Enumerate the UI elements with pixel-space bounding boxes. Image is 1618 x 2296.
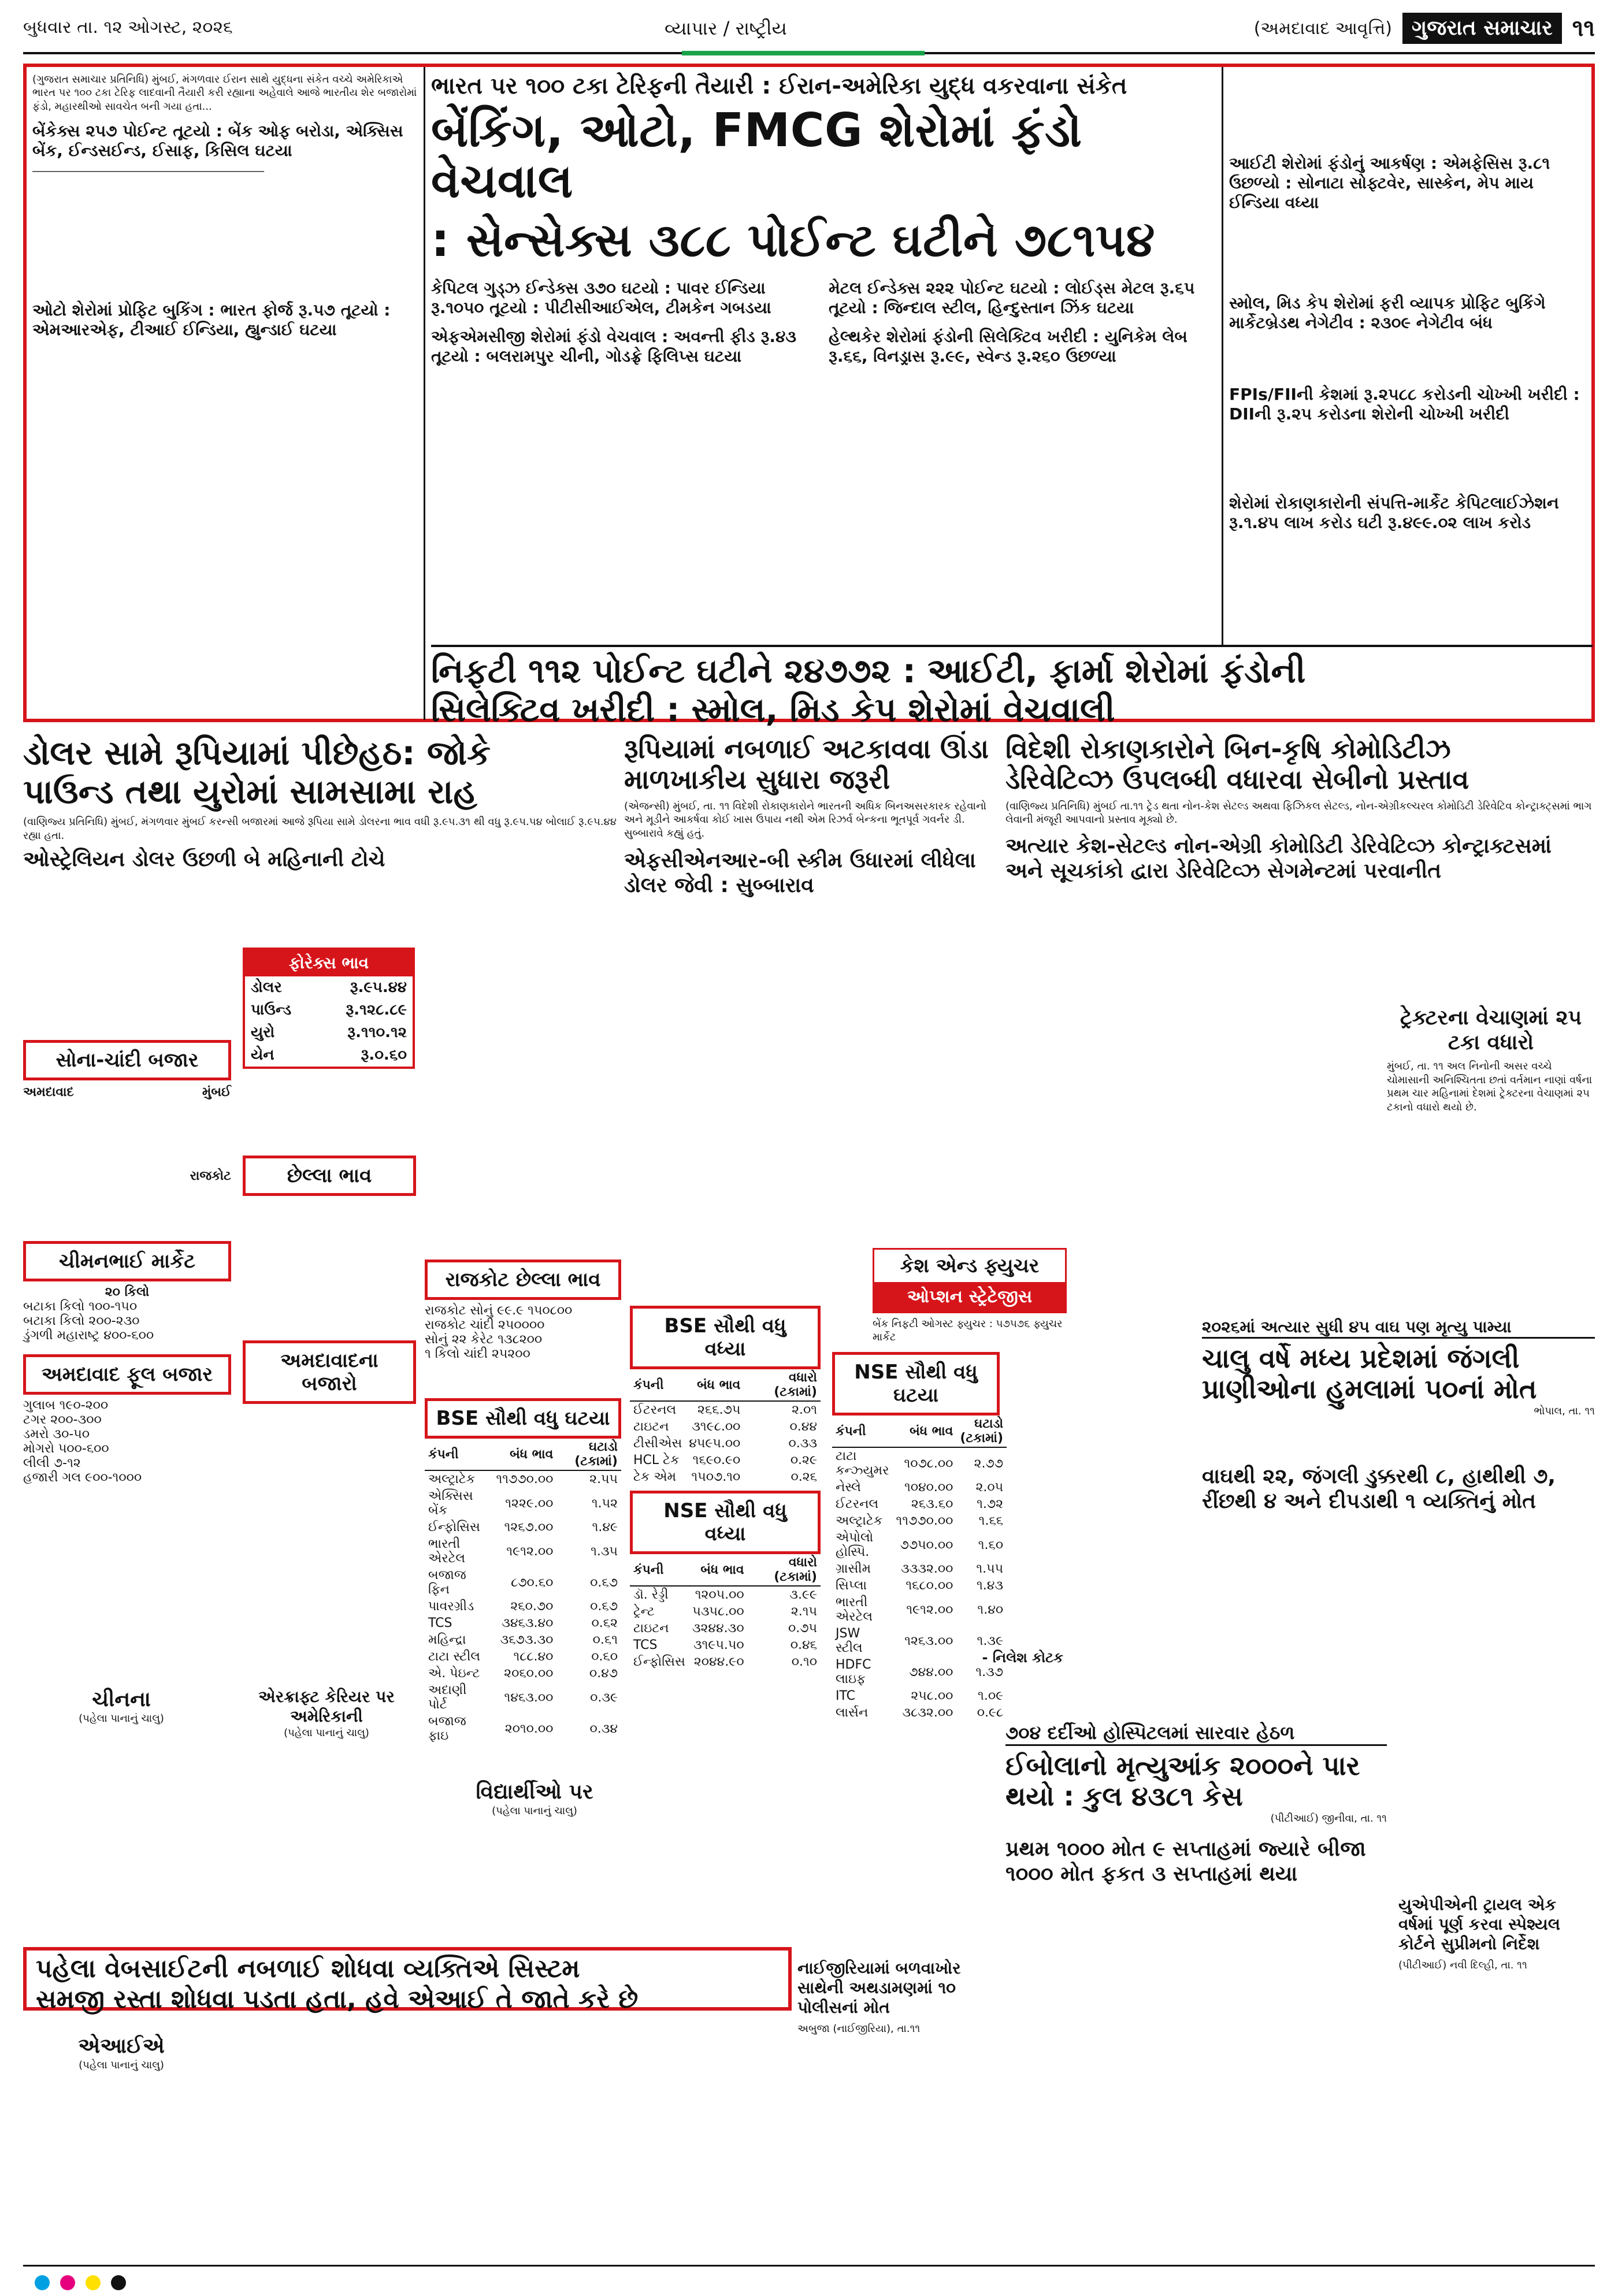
table-row [425,1488,621,1519]
table-row [245,1044,413,1067]
table-cell: ૨૦૬૦.૦૦ [504,1666,554,1681]
table-cell: ૧૨૦૫.૦૦ [695,1588,744,1602]
ai-title: એઆઈએ [78,2034,165,2058]
table-row [425,1632,621,1648]
mp-wildlife-sub: વાઘથી ૨૨, જંગલી ડુક્કરથી ૮, હાથીથી ૭, રીંછથી ૪ અને દીપડાથી ૧ વ્યક્તિનું મોત [1202,1465,1556,1514]
ai-headline-1: પહેલા વેબસાઈટની નબળાઈ શોધવા વ્યક્તિએ સિસ્ટમ [36,1954,580,1983]
table-cell: ટાઇટન [633,1621,669,1636]
table-cell: ૧.૫૨ [591,1496,618,1511]
table-cell: ઈન્ફોસિસ [428,1520,480,1535]
table-row [630,1418,821,1435]
column-header: બંધ ભાવ [493,1439,557,1470]
court-story [1398,1895,1595,1972]
table-header-row [832,1416,1007,1447]
table-cell: ૨.૭૭ [974,1456,1004,1471]
table-cell: ૨.૧૫ [791,1604,817,1619]
forex-rate: રૂ.૯૫.૪૪ [350,979,407,996]
city-ahmedabad: અમદાવાદ [23,1085,74,1099]
lead-sub-healthcare: હેલ્થકેર શેરોમાં ફંડોની સિલેક્ટિવ ખરીદી : યુનિકેમ લેબ રૂ.૬૬, વિનડ્રાસ રૂ.૯૯, સ્વેન્ડ રૂ.૨૬૦ ઉછળ્યા [829,327,1187,366]
table-cell: ૦.૩૪ [589,1721,618,1736]
column-header: કંપની [630,1554,689,1586]
table-cell: ૧૦૭૮.૦૦ [904,1456,953,1471]
court-dateline: (પીટીઆઈ) નવી દિલ્હી, તા. ૧૧ [1398,1959,1527,1971]
nse-gainers-title: NSE સૌથી વધુ વધ્યા [630,1491,821,1554]
footer-rule [23,2265,1595,2267]
flower-list [23,1398,231,1485]
china-title: ચીનના [92,1688,151,1711]
table-cell: ૧૬૮૦.૦૦ [906,1578,953,1593]
students-continuation [439,1779,630,1818]
list-item: ડુંગળી મહારાષ્ટ્ર ૪૦૦-૬૦૦ [23,1328,154,1343]
table-cell: ૧.૪૩ [977,1578,1004,1593]
lead-intro: (ગુજરાત સમાચાર પ્રતિનિધિ) મુંબઈ, મંગળવાર ઈરાન સાથે યુદ્ધના સંકેત વચ્ચે અમેરિકાએ ભારત પર ૧૦૦ ટકા ટેરિફ લાદવાની તૈયારી કરી રહ્યાના અહેવાલે આજે ભારતીય શેર બજારોમાં ફંડો, મહારથીઓ સાવચેત બની ગયા હતા... [32,73,417,113]
table-cell: ૧૪૬૩.૦૦ [504,1690,554,1705]
chimanbhai-title: ચીમનભાઈ માર્કેટ [23,1241,231,1281]
table-cell: ૦.૬૧ [592,1633,618,1647]
table-cell: ૧૯૧૨.૦૦ [506,1544,554,1559]
bse-losers-title: BSE સૌથી વધુ ઘટયા [425,1398,621,1439]
chimanbhai-list [23,1285,231,1343]
ahmedabad-flower-title: અમદાવાદ ફૂલ બજાર [23,1354,231,1395]
table-row [832,1479,1007,1496]
column-header: ઘટાડો (ટકામાં) [556,1439,621,1470]
china-continuation [23,1687,220,1726]
table-cell: ૧.૦૯ [978,1689,1004,1703]
table-cell: ગ્રાસીમ [836,1562,871,1576]
table-cell: લાર્સન [836,1706,869,1720]
column-header: બંધ ભાવ [892,1416,956,1447]
brand-logo: ગુજરાત સમાચાર [1402,13,1562,44]
table-cell: ૮૭૦.૬૦ [511,1575,554,1590]
table-row [630,1603,821,1620]
table-cell: ૦.૭૫ [788,1621,817,1636]
table-row [630,1435,821,1452]
table-row [425,1598,621,1615]
table-cell: ૩૮૩૨.૦૦ [902,1706,953,1720]
table-cell: ૧.૭૨ [977,1497,1004,1511]
lead-bottom-headline [431,645,1593,729]
table-cell: TCS [428,1616,452,1630]
forex-rate: રૂ.૧૧૦.૧૨ [347,1024,407,1041]
forex-currency: પાઉન્ડ [251,1001,292,1019]
column-header: કંપની [832,1416,892,1447]
lead-sub-capital-goods: કેપિટલ ગુડ્ઝ ઈન્ડેક્સ ૩૭૦ ઘટયો : પાવર ઈન્ડિયા રૂ.૧૦૫૦ તૂટયો : પીટીસીઆઈએલ, ટીમકેન ગબડયા [431,278,771,317]
table-cell: સિપ્લા [836,1578,867,1593]
table-row [832,1513,1007,1529]
table-cell: ૭૪૪.૦૦ [909,1665,953,1680]
table-row [425,1536,621,1567]
list-item: ડમરો ૩૦-૫૦ [23,1427,90,1441]
bse-losers [425,1398,621,1744]
lead-kicker: ભારત પર ૧૦૦ ટકા ટેરિફની તૈયારી : ઈરાન-અમેરિકા યુદ્ધ વકરવાના સંકેત [431,73,1127,99]
nigeria-headline: નાઈજીરિયામાં બળવાખોર સાથેની અથડામણમાં ૧૦ પોલીસનાં મોત [797,1959,961,2017]
lead-right-column [1222,67,1591,645]
table-cell: ૩૧૯૮.૦૦ [692,1420,741,1434]
lead-sub-banks: બેંકેક્સ ૨૫૭ પોઈન્ટ તૂટયો : બેંક ઓફ બરોડા, એક્સિસ બેંક, ઈન્ડસઈન્ડ, ઈસાફ, કિસિલ ઘટયા [32,121,403,161]
tractor-headline: ટ્રેક્ટરના વેચાણમાં ૨૫ ટકા વધારો [1400,1006,1582,1055]
table-row [832,1577,1007,1594]
table-cell: એ. પેઇન્ટ [428,1666,480,1681]
table-cell: ૩૧૯૫.૫૦ [693,1638,744,1652]
column-header: કંપની [630,1369,685,1401]
issue-date: બુધવાર તા. ૧૨ ઓગસ્ટ, ૨૦૨૬ [23,17,233,38]
table-cell: ટેક એમ [633,1470,677,1484]
mp-wildlife-story [1202,1317,1595,1514]
table-cell: બજાજ ફાઇ [428,1714,466,1743]
table-cell: ૧૬૯૦.૯૦ [692,1453,741,1467]
list-item: રાજકોટ સોનું ૯૯.૯ ૧૫૦૮૦૦ [425,1303,573,1318]
table-cell: ટ્રેન્ટ [633,1604,655,1619]
rajkot-box [425,1260,621,1361]
lead-sub-mcap: શેરોમાં રોકાણકારોની સંપત્તિ-માર્કેટ કેપિટલાઈઝેશન રૂ.૧.૪૫ લાખ કરોડ ઘટી રૂ.૪૯૯.૦૨ લાખ કરોડ [1229,493,1559,532]
table-cell: નેસ્લે [836,1480,861,1495]
rupee-intro: (વાણિજ્ય પ્રતિનિધિ) મુંબઈ, મંગળવાર મુંબઈ કરન્સી બજારમાં આજે રૂપિયા સામે ડોલરના ભાવ વધી રૂ.૯૫.૩૧ થી વધુ રૂ.૯૫.૫૪ બોલાઈ રૂ.૯૫.૪૪ રહ્યા હતા. [23,816,617,842]
lead-sub-metal: મેટલ ઈન્ડેક્સ ૨૨૨ પોઈન્ટ ઘટયો : લોઈડ્સ મેટલ રૂ.૬૫ તૂટયો : જિન્દાલ સ્ટીલ, હિન્દુસ્તાન ઝિંક ઘટયા [829,278,1195,317]
forex-currency: ડોલર [251,979,282,996]
table-cell: ૦.૬૨ [591,1616,618,1630]
column-header: વધારો (ટકામાં) [748,1554,821,1586]
column-header: બંધ ભાવ [689,1554,748,1586]
lead-left-column [27,67,425,720]
table-cell: ૧.૪૦ [977,1602,1004,1617]
forex-rate: રૂ.૦.૬૦ [361,1046,407,1064]
table-cell: ૧.૩૭ [975,1665,1004,1680]
yellow-dot-icon [86,2275,101,2290]
list-item: ટગર ૨૦૦-૩૦૦ [23,1413,102,1427]
table-row [832,1594,1007,1625]
table-row [832,1688,1007,1704]
table-row [832,1561,1007,1577]
table-cell: અદાણી પોર્ટ [428,1683,467,1712]
table-row [425,1682,621,1713]
table-cell: ૨૦૧૦.૦૦ [504,1721,554,1736]
aircraft-title: એરક્રાફ્ટ કેરિયર પર અમેરિકાની [258,1687,395,1726]
commodity-headline-2: ડેરિવેટિવ્ઝ ઉપલબ્ધી વધારવા સેબીનો પ્રસ્તાવ [1005,763,1469,795]
lead-headline-2: : સેન્સેક્સ ૩૮૮ પોઈન્ટ ઘટીને ૭૮૧૫૪ [431,213,1155,267]
lead-bottom-headline-1: નિફટી ૧૧૨ પોઈન્ટ ઘટીને ૨૪૭૭૨ : આઈટી, ફાર્મા શેરોમાં ફંડોની [431,651,1306,690]
table-row [630,1401,821,1418]
lead-headline-1: બેંકિંગ, ઓટો, FMCG શેરોમાં ફંડો વેચવાલ [431,103,1082,208]
table-cell: ૨૬૬.૭૫ [697,1403,741,1417]
nigeria-story [797,1959,994,2035]
table-row [425,1567,621,1598]
table-cell: ૧૧૭૭૦.૦૦ [896,1514,953,1528]
section-rule [682,51,925,55]
forex-box [243,948,415,1069]
last-prices-title: છેલ્લા ભાવ [243,1156,416,1196]
list-item: ૨૦ કિલો [105,1285,150,1299]
table-cell: ૦.૪૭ [589,1666,618,1681]
table-cell: ૧.૫૫ [976,1562,1004,1576]
table-cell: HCL ટેક [633,1453,680,1467]
table-row [245,976,413,999]
nse-gainers [630,1491,821,1670]
tractor-body: મુંબઈ, તા. ૧૧ અલ નિનોની અસર વચ્ચે ચોમાસાની અનિશ્ચિતતા છતાં વર્તમાન નાણાં વર્ષના પ્રથમ ચાર મહિનામાં દેશમાં ટ્રેક્ટરના વેચાણમાં ૨૫ ટકાનો વધારો થયો છે. [1387,1060,1593,1113]
masthead-right [1254,13,1595,44]
table-cell: ૧૨૨૯.૦૦ [505,1496,554,1511]
table-cell: ૧૨૬૭.૦૦ [504,1520,554,1535]
edition-label: (અમદાવાદ આવૃત્તિ) [1253,18,1392,39]
column-header: કંપની [425,1439,493,1470]
ebola-story [1005,1722,1387,1887]
list-item: મોગરો ૫૦૦-૬૦૦ [23,1441,109,1456]
lead-center [431,73,1217,366]
table-cell: અલ્ટ્રાટેક [836,1514,883,1528]
table-cell: ૩.૯૯ [789,1588,817,1602]
table-cell: પાવરગ્રીડ [428,1599,474,1614]
table-row [245,999,413,1021]
commodity-sub: અત્યાર કેશ-સેટલ્ડ નોન-એગ્રી કોમોડિટી ડેરિવેટિવ્ઝ કોન્ટ્રાક્ટસમાં અને સૂચકાંકો દ્વારા ડેરિવેટિવ્ઝ સેગમેન્ટમાં પરવાનીત [1005,834,1552,883]
table-cell: ૧૫૦૭.૧૦ [691,1470,741,1484]
table-cell: ૧૦૪૦.૦૦ [904,1480,953,1495]
table-cell: ૧૧૭૭૦.૦૦ [496,1472,554,1487]
students-cont: (પહેલા પાનાનું ચાલુ) [492,1805,577,1818]
column-header: બંધ ભાવ [685,1369,744,1401]
table-cell: ૨૬૦.૭૦ [510,1599,554,1614]
lead-sub-it: આઈટી શેરોમાં ફંડોનું આકર્ષણ : એમફેસિસ રૂ.૮૧ ઉછળ્યો : સોનાટા સોફ્ટવેર, સાસ્કેન, મેપ માય ઈન્ડિયા વધ્યા [1229,154,1550,212]
bullion-column [23,1040,231,1485]
nse-losers [832,1352,1004,1721]
table-cell: ૩૩૩૨.૦૦ [900,1562,953,1576]
table-row [832,1529,1007,1561]
table-header-row [630,1554,821,1586]
table-header-row [425,1439,621,1470]
table-row [832,1704,1007,1721]
table-cell: HDFC લાઇફ [836,1658,871,1686]
list-item: બટાકા કિલો ૨૦૦-૨૩૦ [23,1314,140,1328]
table-cell: ૨૫૮.૦૦ [911,1689,953,1703]
rupee-headline-2: પાઉન્ડ તથા યુરોમાં સામસામા રાહ [23,771,477,811]
table-cell: ટાઇટન [633,1420,669,1434]
commodity-body: (વાણિજ્ય પ્રતિનિધિ) મુંબઈ તા.૧૧ ટ્રેડ થતા નોન-કેશ સેટલ્ડ અથવા ફિઝિકલ સેટલ્ડ, નોન-એગ્રીકલ્ચરલ કોમોડિટી ડેરિવેટિવ કોન્ટ્રાક્ટ્સમાં ભાગ લેવાની મંજૂરી આપવાનો પ્રસ્તાવ મૂક્યો છે. [1005,800,1592,826]
bullion-cities [23,1085,231,1099]
table-cell: ટાટા કન્ઝ્યુમર [836,1449,889,1478]
ai-headline-box [23,1947,792,2014]
table-row [630,1654,821,1670]
table-cell: ૧.૩૫ [591,1544,618,1559]
rupee-reform-body: (એજન્સી) મુંબઈ, તા. ૧૧ વિદેશી રોકાણકારોને ભારતની અધિક બિનઅસરકારક રહેવાનો અને મૂડીને આકર્ષવા કોઈ ખાસ ઉપાય નથી એમ રિઝર્વ બેન્કના ભૂતપૂર્વ ગવર્નર ડી. સુબ્બારાવે કહ્યું હતું. [624,800,986,839]
list-item: ગુલાબ ૧૯૦-૨૦૦ [23,1398,109,1413]
aircraft-continuation [231,1687,422,1740]
commodity-headline-1: વિદેશી રોકાણકારોને બિન-કૃષિ કોમોડિટીઝ [1005,733,1451,764]
mp-wildlife-headline: ચાલુ વર્ષે મધ્ય પ્રદેશમાં જંગલી પ્રાણીઓના હુમલામાં ૫૦નાં મોત [1202,1343,1537,1405]
table-cell: TCS [633,1638,658,1652]
court-headline: યુએપીએની ટ્રાયલ એક વર્ષમાં પૂર્ણ કરવા સ્પેશ્યલ કોર્ટને સુપ્રીમનો નિર્દેશ [1398,1895,1560,1953]
ebola-dateline: (પીટીઆઈ) જીનીવા, તા. ૧૧ [1270,1812,1387,1825]
table-cell: ટીસીએસ [633,1436,682,1451]
city-mumbai: મુંબઈ [202,1085,231,1099]
table-cell: ૫૩૫૮.૦૦ [692,1604,744,1619]
list-item: સોનું ૨૨ કેરેટ ૧૩૮૨૦૦ [425,1332,543,1347]
lead-body-1: ───────────────────────────────────── [32,166,264,179]
nigeria-dateline: અબુજા (નાઈજીરિયા), તા.૧૧ [797,2023,921,2035]
table-cell: ઈટરનલ [633,1403,677,1417]
forex-currency: યુરો [251,1024,275,1041]
cyan-dot-icon [35,2275,50,2290]
table-cell: ૦.૬૭ [590,1575,618,1590]
table-cell: બજાજ ફિન [428,1568,466,1597]
table-cell: ૨૬૩.૬૦ [911,1497,953,1511]
students-title: વિદ્યાર્થીઓ પર [476,1780,593,1804]
table-row [425,1519,621,1536]
option-strategies-title: ઓપ્શન સ્ટ્રેટેજીસ [874,1282,1065,1312]
nse-gainers-table [630,1554,821,1670]
cash-future-title: કેશ એન્ડ ફ્યુચર [900,1254,1040,1277]
table-cell: ૨.૫૫ [589,1472,618,1487]
ebola-headline: ઈબોલાનો મૃત્યુઆંક ૨૦૦૦ને પાર થયો : કુલ ૪૩૮૧ કેસ [1005,1750,1360,1812]
page-number: ૧૧ [1572,15,1595,42]
lead-sub-fmcg: એફએમસીજી શેરોમાં ફંડો વેચવાલ : અવન્તી ફીડ રૂ.૪૩ તૂટયો : બલરામપુર ચીની, ગોડફ્રે ફિલિપ્સ ઘટયા [431,327,797,366]
table-cell: ઈન્ફોસિસ [633,1655,685,1669]
table-row [630,1620,821,1637]
table-cell: ૦.૬૭ [590,1599,618,1614]
table-cell: ૭૭૫૦.૦૦ [900,1537,953,1552]
ebola-kicker: ૭૦૪ દર્દીઓ હોસ્પિટલમાં સારવાર હેઠળ [1005,1722,1387,1746]
table-row [630,1452,821,1469]
table-cell: અલ્ટ્રાટેક [428,1472,476,1487]
tractor-story [1387,1005,1595,1114]
table-cell: ૧.૬૦ [978,1537,1004,1552]
table-cell: ટાટા સ્ટીલ [428,1649,480,1664]
nse-losers-table [832,1416,1007,1721]
bse-gainers-title: BSE સૌથી વધુ વધ્યા [630,1306,821,1369]
table-cell: ૩૬૭૩.૩૦ [500,1633,554,1647]
table-cell: ૦.૨૯ [790,1453,817,1467]
table-cell: ભારતી એરટેલ [428,1537,466,1566]
table-cell: ભારતી એરટેલ [836,1595,873,1624]
lead-subs-grid [431,278,1217,366]
table-row [425,1470,621,1488]
table-header-row [630,1369,821,1401]
magenta-dot-icon [60,2275,75,2290]
table-cell: ડૉ. રેડ્ડી [633,1588,669,1602]
section-name: વ્યાપાર / રાષ્ટ્રીય [665,17,787,39]
mp-wildlife-kicker: ૨૦૨૬માં અત્યાર સુધી ૪૫ વાઘ પણ મૃત્યુ પામ્યા [1202,1317,1595,1339]
table-row [630,1469,821,1485]
lead-story-box [23,64,1595,729]
table-cell: ૦.૩૯ [590,1690,618,1705]
forex-title: ફોરેક્સ ભાવ [245,950,413,976]
table-row [425,1615,621,1632]
lead-sub-auto: ઓટો શેરોમાં પ્રોફિટ બુકિંગ : ભારત ફોર્જ રૂ.૫૭ તૂટયો : એમઆરએફ, ટીઆઈ ઈન્ડિયા, હ્યુન્ડાઈ ઘટયા [32,300,391,340]
table-cell: ૧૯૧૨.૦૦ [906,1602,953,1617]
nse-losers-title: NSE સૌથી વધુ ઘટયા [832,1352,1000,1416]
list-item: લીલી ૭-૧૨ [23,1456,81,1470]
rajkot-list [425,1303,621,1361]
ai-continuation [23,2034,220,2072]
lead-sub-smallcap: સ્મોલ, મિડ કેપ શેરોમાં ફરી વ્યાપક પ્રોફિટ બુકિંગે માર્કેટબ્રેડથ નેગેટીવ : ૨૩૦૯ નેગેટીવ બંધ [1229,293,1546,332]
table-cell: JSW સ્ટીલ [836,1626,863,1655]
ai-headline-2: સમજી રસ્તા શોધવા પડતા હતા, હવે એઆઈ તે જાતે કરે છે [36,1984,639,2014]
table-cell: મહિન્દ્રા [428,1633,466,1647]
table-row [425,1665,621,1682]
cash-future-box [873,1248,1067,1313]
list-item: ૧ કિલો ચાંદી ૨૫૨૦૦ [425,1347,530,1361]
table-cell: ૩૨૪૪.૩૦ [692,1621,744,1636]
city-rajkot: રાજકોટ [190,1169,231,1183]
ai-cont: (પહેલા પાનાનું ચાલુ) [79,2059,164,2072]
table-cell: ૦.૬૦ [591,1649,618,1664]
list-item: બટાકા કિલો ૧૦૦-૧૫૦ [23,1299,138,1314]
table-cell: ૪૫૯૫.૦૦ [689,1436,741,1451]
table-row [630,1637,821,1654]
table-cell: ૧.૪૯ [592,1520,618,1535]
registration-marks [35,2275,126,2290]
table-cell: ૨.૦૫ [975,1480,1004,1495]
table-cell: ૧.૬૬ [978,1514,1004,1528]
aircraft-cont: (પહેલા પાનાનું ચાલુ) [284,1727,369,1739]
table-cell: ૦.૩૩ [788,1436,817,1451]
table-cell: ૦.૪૬ [790,1638,817,1652]
table-cell: ૩૪૬૩.૪૦ [502,1616,554,1630]
table-cell: ૦.૪૪ [789,1420,817,1434]
commodity-story [1005,734,1595,883]
forex-table [245,976,413,1067]
table-row [425,1648,621,1665]
cash-future-body: બેંક નિફટી ઓગસ્ટ ફ્યુચર : ૫૭૫૭૬ ફ્યુચર માર્કેટ [873,1318,1063,1344]
rupee-reform-sub: એફસીએનઆર-બી સ્કીમ ઉધારમાં લીધેલા ડોલર જેવી : સુબ્બારાવ [624,848,976,898]
bse-gainers [630,1306,821,1485]
ahmedabad-market-title: અમદાવાદના બજારો [243,1340,416,1404]
table-cell: ૨૦૪૪.૯૦ [693,1655,744,1669]
rajkot-last-title: રાજકોટ છેલ્લા ભાવ [425,1260,621,1300]
table-cell: ૨.૦૧ [792,1403,817,1417]
table-cell: એક્સિસ બેંક [428,1489,473,1518]
table-cell: ૧.૩૯ [977,1633,1004,1648]
table-cell: ૦.૯૮ [977,1706,1004,1720]
column-header: વધારો (ટકામાં) [744,1369,821,1401]
table-cell: ૧૨૬૩.૦૦ [904,1633,953,1648]
market-column [243,1156,416,1404]
bse-losers-table [425,1439,621,1744]
table-row [832,1447,1007,1479]
lead-sub-fpi: FPIs/FIIની કેશમાં રૂ.૨૫૮૮ કરોડની ચોખ્ખી ખરીદી : DIIની રૂ.૨૫ કરોડના શેરોની ચોખ્ખી ખરીદી [1229,385,1580,423]
rupee-headline-1: ડોલર સામે રૂપિયામાં પીછેહઠ: જોકે [23,733,491,772]
rupee-sub: ઓસ્ટ્રેલિયન ડોલર ઉછળી બે મહિનાની ટોચે [23,848,385,872]
bse-gainers-table [630,1369,821,1485]
table-cell: એપોલો હોસ્પિ. [836,1530,874,1559]
table-cell: ૧૮૮.૪૦ [513,1649,554,1664]
table-row [832,1496,1007,1513]
china-cont: (પહેલા પાનાનું ચાલુ) [79,1712,164,1725]
table-cell: ૦.૧૦ [791,1655,817,1669]
table-row [425,1713,621,1744]
list-item: હજારી ગલ ૯૦૦-૧૦૦૦ [23,1470,142,1485]
lead-bottom-headline-2: સિલેક્ટિવ ખરીદી : સ્મોલ, મિડ કેપ શેરોમાં વેચવાલી [431,689,1115,729]
mp-wildlife-dateline: ભોપાલ, તા. ૧૧ [1534,1405,1595,1417]
table-cell: ITC [836,1689,855,1703]
column-header: ઘટાડો (ટકામાં) [956,1416,1007,1447]
cash-future-byline: - નિલેશ કોટક [982,1649,1063,1666]
rupee-reform-headline: રૂપિયામાં નબળાઈ અટકાવવા ઊંડા માળખાકીય સુધારા જરૂરી [624,733,989,795]
list-item: રાજકોટ ચાંદી ૨૫૦૦૦૦ [425,1318,545,1332]
table-row [245,1021,413,1044]
rupee-reform-story [624,734,994,898]
table-row [630,1586,821,1603]
ebola-sub: પ્રથમ ૧૦૦૦ મોત ૯ સપ્તાહમાં જ્યારે બીજા ૧૦૦૦ મોત ફકત ૩ સપ્તાહમાં થયા [1005,1837,1366,1886]
table-cell: ૦.૨૬ [791,1470,817,1484]
forex-currency: યેન [251,1046,274,1064]
gold-silver-title: સોના-ચાંદી બજાર [23,1040,231,1080]
table-cell: ઈટરનલ [836,1497,879,1511]
black-dot-icon [111,2275,126,2290]
rupee-story [23,734,618,872]
forex-rate: રૂ.૧૨૮.૮૯ [346,1001,407,1019]
